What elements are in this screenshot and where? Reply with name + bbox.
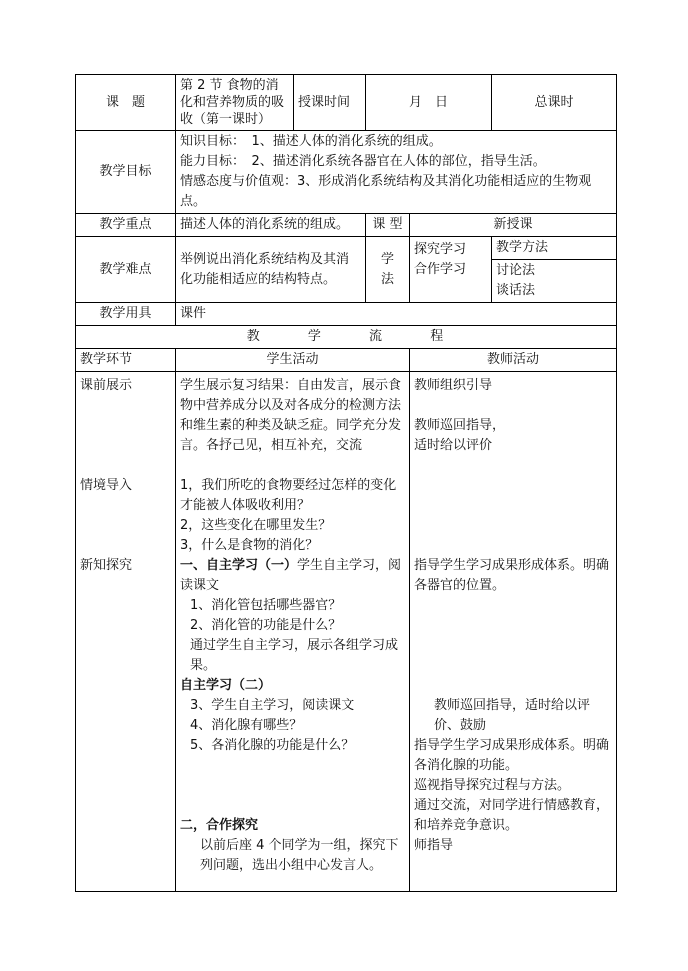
stage-explore: 新知探究	[80, 558, 133, 573]
flow-body-row	[76, 372, 617, 892]
self-study-q2: 2、消化管的功能是什么？	[190, 618, 342, 633]
tools-row	[76, 303, 617, 326]
self-study-2-heading: 自主学习（二）	[180, 678, 272, 693]
lesson-row	[76, 75, 617, 131]
difficulty-label: 教学难点	[76, 237, 176, 303]
self-study-1-heading: 一、自主学习（一）	[180, 558, 298, 573]
teacher-organize: 教师组织引导	[414, 378, 493, 393]
goals-label: 教学目标	[76, 131, 176, 214]
teacher-guide: 师指导	[414, 838, 454, 853]
teaching-method-1: 讨论法	[496, 263, 536, 278]
flow-header-student: 学生活动	[176, 349, 410, 372]
total-hours-label: 总课时	[492, 75, 617, 131]
self-study-1-text: 学生自主学习，阅读课文	[180, 558, 402, 593]
self-study-q5: 5、各消化腺的功能是什么？	[190, 738, 355, 753]
difficulty-row	[76, 237, 617, 303]
goal-knowledge: 知识目标： 1、描述人体的消化系统的组成。	[180, 134, 442, 149]
lesson-type-value: 新授课	[410, 214, 617, 237]
teacher-inquiry: 巡视指导探究过程与方法。	[414, 778, 571, 793]
teacher-evaluate: 适时给以评价	[414, 438, 493, 453]
tools-label: 教学用具	[76, 303, 176, 326]
lesson-title: 第 2 节 食物的消化和营养物质的吸收（第一课时）	[176, 75, 294, 131]
lesson-plan-page	[75, 74, 616, 892]
teacher-emotion-education: 通过交流，对同学进行情感教育，和培养竞争意识。	[414, 798, 610, 833]
goals-content	[176, 131, 617, 214]
date-label: 月 日	[366, 75, 492, 131]
flow-header-row	[76, 349, 617, 372]
teaching-methods-cell	[492, 237, 617, 303]
cooperative-text: 以前后座 4 个同学为一组，探究下列问题，选出小组中心发言人。	[200, 838, 399, 873]
teaching-methods-table	[492, 237, 616, 302]
flow-title-row	[76, 326, 617, 349]
teaching-methods-list	[492, 260, 616, 303]
difficulty-text: 举例说出消化系统结构及其消化功能相适应的结构特点。	[176, 237, 366, 303]
time-label: 授课时间	[294, 75, 366, 131]
teaching-method-label: 教学方法	[492, 237, 616, 260]
goals-row	[76, 131, 617, 214]
flow-header-stage: 教学环节	[76, 349, 176, 372]
goal-ability: 能力目标： 2、描述消化系统各器官在人体的部位，指导生活。	[180, 154, 546, 169]
lesson-plan-table	[75, 74, 617, 892]
intro-question-1: 1，我们所吃的食物要经过怎样的变化才能被人体吸收利用？	[180, 478, 397, 513]
stage-intro: 情境导入	[80, 478, 133, 493]
teacher-system-organs: 指导学生学习成果形成体系。明确各器官的位置。	[414, 558, 610, 593]
student-review: 学生展示复习结果：自由发言，展示食物中营养成分以及对各成分的检测方法和维生素的种类及缺乏症。同学充分发言。各抒己见，相互补充，交流	[180, 378, 402, 453]
self-study-1	[180, 556, 405, 596]
study-method-values	[410, 237, 492, 303]
self-study-summary: 通过学生自主学习，展示各组学习成果。	[190, 638, 399, 673]
focus-text: 描述人体的消化系统的组成。	[176, 214, 366, 237]
study-method-1: 探究学习	[414, 241, 467, 257]
flow-title: 教 学 流 程	[76, 326, 617, 349]
teaching-method-2: 谈话法	[496, 283, 536, 298]
teacher-system-glands: 指导学生学习成果形成体系。明确各消化腺的功能。	[414, 738, 610, 773]
focus-label: 教学重点	[76, 214, 176, 237]
study-method-label: 学 法	[366, 237, 410, 303]
teacher-patrol: 教师巡回指导，	[414, 418, 506, 433]
focus-row	[76, 214, 617, 237]
self-study-q3: 3、学生自主学习，阅读课文	[190, 698, 355, 713]
flow-stages	[76, 372, 176, 892]
cooperative-heading: 二，合作探究	[180, 818, 259, 833]
stage-preview: 课前展示	[80, 378, 133, 393]
teacher-patrol-encourage: 教师巡回指导，适时给以评价、鼓励	[434, 698, 591, 733]
self-study-q1: 1、消化管包括哪些器官？	[190, 598, 342, 613]
lesson-label: 课 题	[76, 75, 176, 131]
tools-value: 课件	[176, 303, 617, 326]
intro-question-3: 3，什么是食物的消化？	[180, 538, 319, 553]
goal-attitude: 情感态度与价值观：3、形成消化系统结构及其消化功能相适应的生物观点。	[180, 174, 592, 209]
flow-header-teacher: 教师活动	[410, 349, 617, 372]
self-study-q4: 4、消化腺有哪些？	[190, 718, 303, 733]
teacher-activities	[410, 372, 617, 892]
student-activities	[176, 372, 410, 892]
intro-question-2: 2，这些变化在哪里发生？	[180, 518, 332, 533]
study-method-2: 合作学习	[414, 261, 467, 277]
lesson-type-label: 课 型	[366, 214, 410, 237]
